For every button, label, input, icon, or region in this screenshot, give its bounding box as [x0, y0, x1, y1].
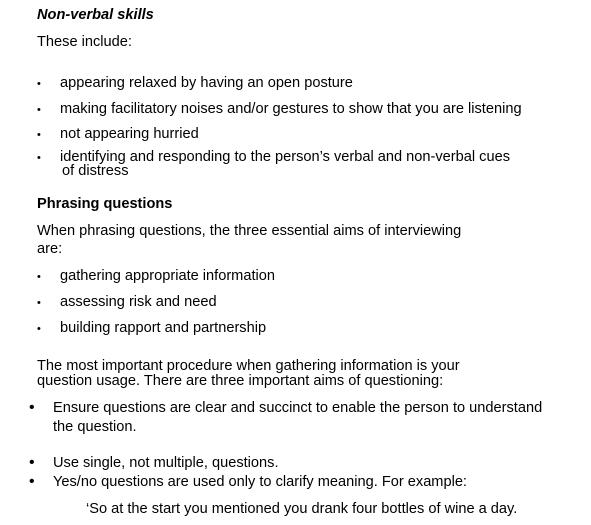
list-item: building rapport and partnership: [60, 320, 267, 336]
list-item: identifying and responding to the person’s verbal and non-verbal cues: [60, 149, 511, 165]
paragraph-line: The most important procedure when gathering information is your: [37, 358, 460, 374]
list-item: Yes/no questions are used only to clarify meaning. For example:: [53, 474, 467, 490]
list-item: Ensure questions are clear and succinct to enable the person to understand: [53, 400, 543, 416]
heading-non-verbal-skills: Non-verbal skills: [37, 7, 154, 23]
bullet-marker: •: [37, 271, 41, 283]
list-item: appearing relaxed by having an open posture: [60, 75, 353, 91]
bullet-marker: •: [37, 323, 41, 335]
bullet-marker: •: [37, 152, 41, 164]
paragraph-line: When phrasing questions, the three essential aims of interviewing: [37, 223, 462, 239]
bullet-marker: •: [37, 104, 41, 116]
example-quote: ‘So at the start you mentioned you drank four bottles of wine a day.: [86, 501, 518, 517]
bullet-marker: •: [37, 297, 41, 309]
paragraph-line: question usage. There are three important aims of questioning:: [37, 373, 444, 389]
list-item-continuation: the question.: [53, 419, 137, 435]
paragraph-line: are:: [37, 241, 63, 257]
list-item: not appearing hurried: [60, 126, 199, 142]
bullet-marker: •: [29, 399, 35, 416]
bullet-marker: •: [29, 454, 35, 471]
intro-these-include: These include:: [37, 34, 132, 50]
list-item: assessing risk and need: [60, 294, 217, 310]
list-item: Use single, not multiple, questions.: [53, 455, 279, 471]
list-item-continuation: of distress: [62, 163, 129, 179]
list-item: gathering appropriate information: [60, 268, 275, 284]
bullet-marker: •: [29, 473, 35, 490]
bullet-marker: •: [37, 129, 41, 141]
list-item: making facilitatory noises and/or gestures to show that you are listening: [60, 101, 522, 117]
bullet-marker: •: [37, 78, 41, 90]
heading-phrasing-questions: Phrasing questions: [37, 196, 173, 212]
